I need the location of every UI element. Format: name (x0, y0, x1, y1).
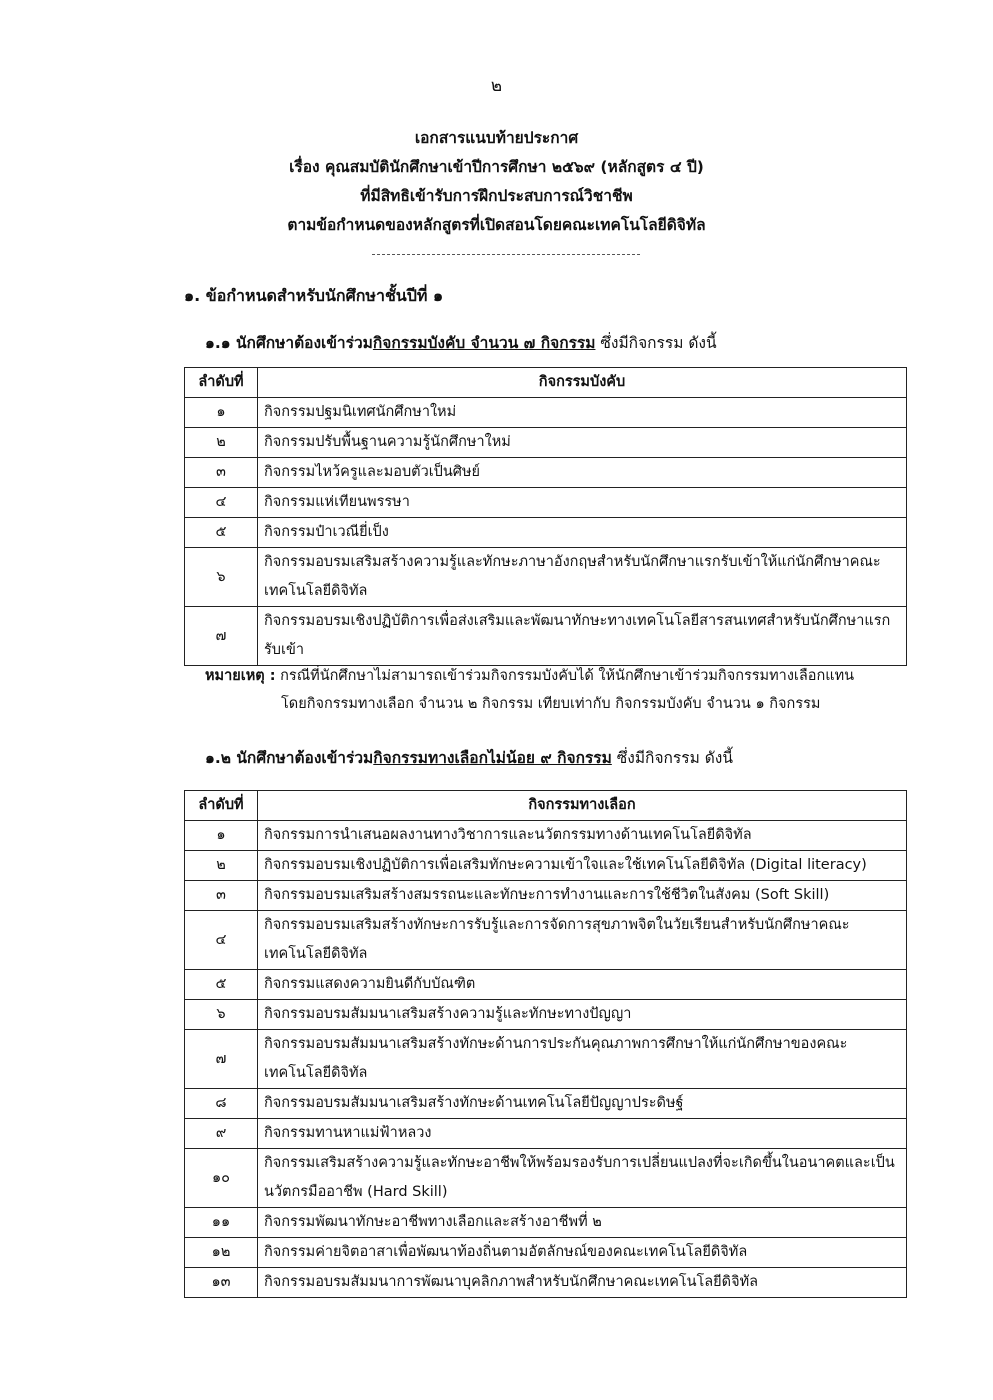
table-row (185, 1208, 907, 1238)
row-activity: กิจกรรมปฐมนิเทศนักศึกษาใหม่ (258, 398, 907, 428)
table-row (185, 970, 907, 1000)
table-row (185, 458, 907, 488)
subsection-1-2-suffix: ซึ่งมีกิจกรรม ดังนี้ (611, 749, 733, 767)
row-number: ๖ (185, 1000, 258, 1030)
row-activity: กิจกรรมป๋าเวณียี่เป็ง (258, 518, 907, 548)
table-row (185, 428, 907, 458)
row-activity: กิจกรรมอบรมเสริมสร้างทักษะการรับรู้และการจัดการสุขภาพจิตในวัยเรียนสำหรับนักศึกษาคณะเทคโนโลยีดิจิทัล (258, 911, 907, 970)
row-number: ๑ (185, 398, 258, 428)
elective-activities-table (184, 790, 907, 1298)
table-row (185, 1030, 907, 1089)
table-row (185, 911, 907, 970)
row-number: ๘ (185, 1089, 258, 1119)
row-activity: กิจกรรมอบรมสัมมนาเสริมสร้างทักษะด้านการประกันคุณภาพการศึกษาให้แก่นักศึกษาของคณะเทคโนโลยีดิจิทัล (258, 1030, 907, 1089)
row-activity: กิจกรรมอบรมเชิงปฏิบัติการเพื่อส่งเสริมและพัฒนาทักษะทางเทคโนโลยีสารสนเทศสำหรับนักศึกษาแรกรับเข้า (258, 607, 907, 666)
document-header (0, 124, 993, 240)
page-number: ๒ (490, 76, 503, 96)
subsection-1-1-emphasis: กิจกรรมบังคับ จำนวน ๗ กิจกรรม (372, 334, 596, 352)
note-line-1: กรณีที่นักศึกษาไม่สามารถเข้าร่วมกิจกรรมบังคับได้ ให้นักศึกษาเข้าร่วมกิจกรรมทางเลือกแทน (275, 668, 855, 684)
table2-header-no: ลำดับที่ (185, 791, 258, 821)
row-activity: กิจกรรมไหว้ครูและมอบตัวเป็นศิษย์ (258, 458, 907, 488)
row-number: ๔ (185, 488, 258, 518)
row-number: ๑๒ (185, 1238, 258, 1268)
row-activity: กิจกรรมอบรมเชิงปฏิบัติการเพื่อเสริมทักษะความเข้าใจและใช้เทคโนโลยีดิจิทัล (Digital literacy) (258, 851, 907, 881)
row-activity: กิจกรรมอบรมสัมมนาการพัฒนาบุคลิกภาพสำหรับนักศึกษาคณะเทคโนโลยีดิจิทัล (258, 1268, 907, 1298)
header-divider (372, 254, 640, 255)
row-activity: กิจกรรมอบรมเสริมสร้างสมรรถนะและทักษะการทำงานและการใช้ชีวิตในสังคม (Soft Skill) (258, 881, 907, 911)
header-line-2: เรื่อง คุณสมบัตินักศึกษาเข้าปีการศึกษา ๒๕๖๙ (หลักสูตร ๔ ปี) (289, 158, 704, 176)
row-activity: กิจกรรมการนำเสนอผลงานทางวิชาการและนวัตกรรมทางด้านเทคโนโลยีดิจิทัล (258, 821, 907, 851)
table-row (185, 851, 907, 881)
row-number: ๓ (185, 458, 258, 488)
row-number: ๓ (185, 881, 258, 911)
row-number: ๗ (185, 607, 258, 666)
row-activity: กิจกรรมทานหาแม่ฟ้าหลวง (258, 1119, 907, 1149)
table-row (185, 881, 907, 911)
table1-header-no: ลำดับที่ (185, 368, 258, 398)
row-activity: กิจกรรมแสดงความยินดีกับบัณฑิต (258, 970, 907, 1000)
row-number: ๑๐ (185, 1149, 258, 1208)
row-activity: กิจกรรมอบรมสัมมนาเสริมสร้างความรู้และทักษะทางปัญญา (258, 1000, 907, 1030)
table2-header-activity: กิจกรรมทางเลือก (258, 791, 907, 821)
table-row (185, 1000, 907, 1030)
section-1-title: ๑. ข้อกำหนดสำหรับนักศึกษาชั้นปีที่ ๑ (184, 286, 444, 305)
mandatory-activities-table (184, 367, 907, 666)
note-label: หมายเหตุ : (205, 668, 276, 684)
table-row (185, 821, 907, 851)
row-number: ๒ (185, 851, 258, 881)
subsection-1-2-prefix: ๑.๒ นักศึกษาต้องเข้าร่วม (205, 749, 374, 767)
row-activity: กิจกรรมเสริมสร้างความรู้และทักษะอาชีพให้พร้อมรองรับการเปลี่ยนแปลงที่จะเกิดขึ้นในอนาคตและเป็นนวัตกรมืออาชีพ (Hard Skill) (258, 1149, 907, 1208)
table-row (185, 488, 907, 518)
table-row (185, 607, 907, 666)
row-number: ๑ (185, 821, 258, 851)
row-activity: กิจกรรมค่ายจิตอาสาเพื่อพัฒนาท้องถิ่นตามอัตลักษณ์ของคณะเทคโนโลยีดิจิทัล (258, 1238, 907, 1268)
row-activity: กิจกรรมอบรมสัมมนาเสริมสร้างทักษะด้านเทคโนโลยีปัญญาประดิษฐ์ (258, 1089, 907, 1119)
row-activity: กิจกรรมแห่เทียนพรรษา (258, 488, 907, 518)
table-row (185, 398, 907, 428)
table-row (185, 1089, 907, 1119)
row-activity: กิจกรรมพัฒนาทักษะอาชีพทางเลือกและสร้างอาชีพที่ ๒ (258, 1208, 907, 1238)
header-line-1: เอกสารแนบท้ายประกาศ (414, 129, 579, 147)
row-number: ๑๓ (185, 1268, 258, 1298)
header-line-3: ที่มีสิทธิเข้ารับการฝึกประสบการณ์วิชาชีพ (360, 187, 633, 205)
subsection-1-1-heading (205, 330, 717, 355)
table1-body (185, 398, 907, 666)
row-number: ๙ (185, 1119, 258, 1149)
row-number: ๖ (185, 548, 258, 607)
table-row (185, 548, 907, 607)
subsection-1-2-heading (205, 745, 733, 770)
header-line-4: ตามข้อกำหนดของหลักสูตรที่เปิดสอนโดยคณะเทคโนโลยีดิจิทัล (287, 216, 706, 234)
table-row (185, 1238, 907, 1268)
row-number: ๗ (185, 1030, 258, 1089)
note (205, 662, 925, 718)
row-activity: กิจกรรมอบรมเสริมสร้างความรู้และทักษะภาษาอังกฤษสำหรับนักศึกษาแรกรับเข้าให้แก่นักศึกษาคณะเทคโนโลยีดิจิทัล (258, 548, 907, 607)
row-number: ๕ (185, 970, 258, 1000)
row-number: ๑๑ (185, 1208, 258, 1238)
note-line-2: โดยกิจกรรมทางเลือก จำนวน ๒ กิจกรรม เทียบเท่ากับ กิจกรรมบังคับ จำนวน ๑ กิจกรรม (281, 696, 821, 712)
subsection-1-1-suffix: ซึ่งมีกิจกรรม ดังนี้ (595, 334, 717, 352)
table-row (185, 1268, 907, 1298)
subsection-1-2-emphasis: กิจกรรมทางเลือกไม่น้อย ๙ กิจกรรม (373, 749, 612, 767)
row-number: ๕ (185, 518, 258, 548)
table1-header-activity: กิจกรรมบังคับ (258, 368, 907, 398)
subsection-1-1-prefix: ๑.๑ นักศึกษาต้องเข้าร่วม (205, 334, 373, 352)
row-number: ๔ (185, 911, 258, 970)
table-row (185, 1149, 907, 1208)
table2-body (185, 821, 907, 1298)
table-row (185, 1119, 907, 1149)
row-number: ๒ (185, 428, 258, 458)
row-activity: กิจกรรมปรับพื้นฐานความรู้นักศึกษาใหม่ (258, 428, 907, 458)
table-row (185, 518, 907, 548)
